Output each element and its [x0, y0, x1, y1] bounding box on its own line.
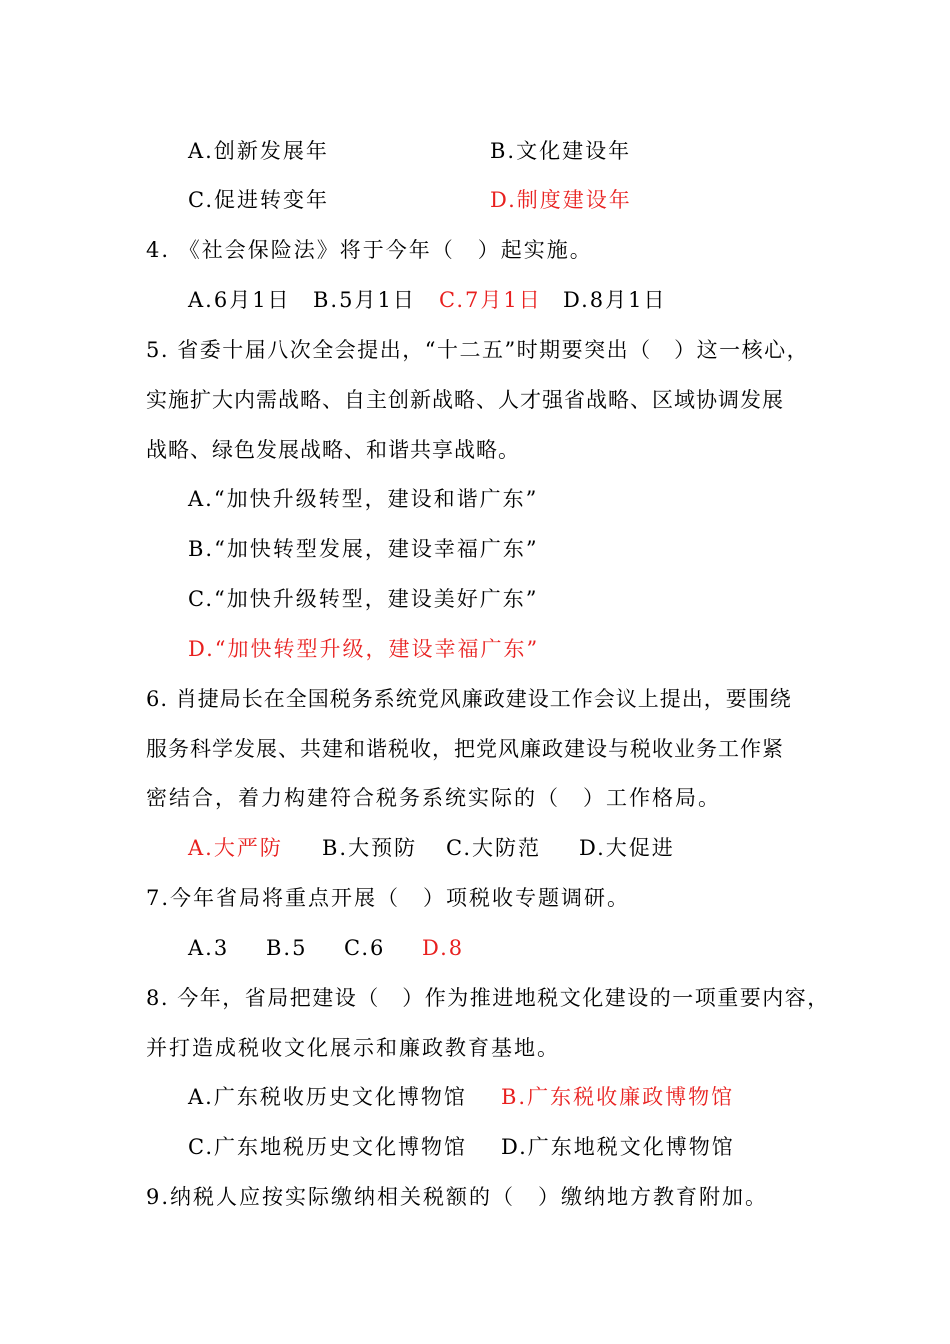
q5-stem-line-1: 5. 省委十届八次全会提出，“十二五”时期要突出（ ）这一核心， [146, 338, 810, 362]
q5-option-d-answer: D.“加快转型升级，建设幸福广东” [188, 637, 540, 661]
q9-stem: 9.纳税人应按实际缴纳相关税额的（ ）缴纳地方教育附加。 [146, 1185, 769, 1209]
q7-option-a: A.3 [188, 936, 230, 960]
q7-option-d-answer: D.8 [422, 936, 465, 960]
q6-stem-line-1: 6. 肖捷局长在全国税务系统党风廉政建设工作会议上提出，要围绕 [146, 687, 792, 711]
q8-option-b-answer: B.广东税收廉政博物馆 [501, 1085, 735, 1109]
q6-stem-line-3: 密结合，着力构建符合税务系统实际的（ ）工作格局。 [146, 786, 721, 810]
q6-option-c: C.大防范 [446, 836, 541, 860]
q5-stem-line-2: 实施扩大内需战略、自主创新战略、人才强省战略、区域协调发展 [146, 388, 784, 412]
q3-option-b: B.文化建设年 [490, 139, 632, 163]
q6-option-d: D.大促进 [579, 836, 675, 860]
q4-stem: 4. 《社会保险法》将于今年（ ）起实施。 [146, 238, 593, 262]
q4-option-b: B.5月1日 [313, 288, 416, 312]
q6-option-b: B.大预防 [322, 836, 418, 860]
q6-option-a-answer: A.大严防 [188, 836, 283, 860]
q5-option-c: C.“加快升级转型，建设美好广东” [188, 587, 539, 611]
q8-option-a: A.广东税收历史文化博物馆 [188, 1085, 467, 1109]
q8-stem-line-2: 并打造成税收文化展示和廉政教育基地。 [146, 1036, 560, 1060]
q7-stem: 7.今年省局将重点开展（ ）项税收专题调研。 [146, 886, 631, 910]
q7-option-b: B.5 [266, 936, 308, 960]
q7-option-c: C.6 [344, 936, 386, 960]
q8-stem-line-1: 8. 今年，省局把建设（ ）作为推进地税文化建设的一项重要内容， [146, 986, 830, 1010]
q5-option-a: A.“加快升级转型，建设和谐广东” [188, 487, 539, 511]
q3-option-c: C.促进转变年 [188, 188, 329, 212]
q6-stem-line-2: 服务科学发展、共建和谐税收，把党风廉政建设与税收业务工作紧 [146, 737, 784, 761]
q8-option-c: C.广东地税历史文化博物馆 [188, 1135, 467, 1159]
q4-option-d: D.8月1日 [563, 288, 667, 312]
q3-option-a: A.创新发展年 [188, 139, 329, 163]
q5-stem-line-3: 战略、绿色发展战略、和谐共享战略。 [146, 438, 520, 462]
q3-option-d-answer: D.制度建设年 [490, 188, 632, 212]
q4-option-c-answer: C.7月1日 [439, 288, 542, 312]
q8-option-d: D.广东地税文化博物馆 [501, 1135, 735, 1159]
q4-option-a: A.6月1日 [188, 288, 291, 312]
q5-option-b: B.“加快转型发展，建设幸福广东” [188, 537, 539, 561]
